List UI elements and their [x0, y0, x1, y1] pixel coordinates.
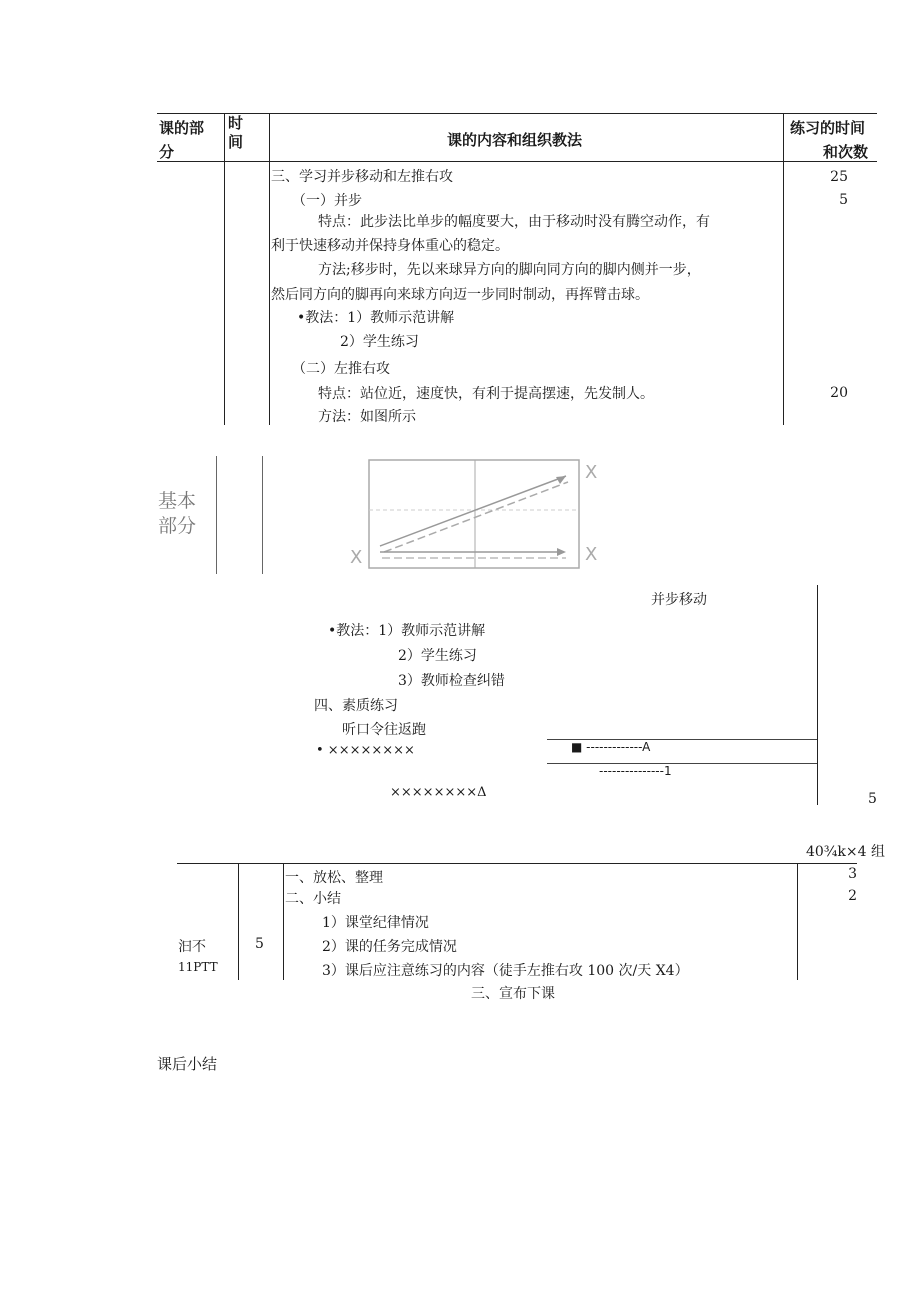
header-practice: 练习的时间 [790, 119, 866, 137]
header-part-line2: 分 [159, 143, 175, 161]
player-x-marker: X [585, 462, 598, 483]
ending-value: 2 [848, 888, 857, 904]
ending-line: 一、放松、整理 [285, 870, 383, 886]
content-line: 三、学习并步移动和左推右攻 [271, 169, 453, 185]
diagram-caption: 并步移动 [651, 592, 707, 608]
teach-step: 3）教师检查纠错 [398, 673, 505, 689]
section-label: 基本 [158, 490, 197, 512]
content-line: 然后同方向的脚再向来球方向迈一步同时制动，再挥臂击球。 [271, 287, 649, 303]
header-part: 课的部 [159, 119, 205, 137]
player-x-marker: X [585, 544, 598, 565]
marker-1: ---------------1 [599, 764, 672, 778]
header-practice-line2: 和次数 [823, 143, 869, 161]
drill-reps: 40¾k×4 组 [806, 844, 885, 860]
ending-time: 5 [255, 936, 264, 952]
drill-time: 5 [868, 791, 877, 807]
formation-row: • ×××××××× [316, 743, 415, 758]
formation-row: ××××××××Δ [390, 785, 487, 800]
section-heading: 四、素质练习 [314, 698, 398, 714]
ending-line: 1）课堂纪律情况 [322, 915, 429, 931]
content-line: （一）并步 [292, 193, 362, 209]
ending-value: 3 [848, 866, 857, 882]
practice-value: 20 [830, 385, 848, 401]
ending-line: 二、小结 [285, 891, 341, 907]
dismiss-class: 三、宣布下课 [471, 986, 555, 1002]
header-time: 时 [228, 114, 244, 132]
player-x-marker: X [350, 547, 363, 568]
content-line: •教法：1）教师示范讲解 [297, 310, 455, 326]
section-label-line2: 部分 [158, 515, 197, 537]
table-tennis-diagram [340, 452, 610, 577]
header-time-line2: 间 [228, 133, 244, 151]
content-line: 方法;移步时，先以来球异方向的脚向同方向的脚内侧并一步， [318, 262, 701, 278]
ending-line: 2）课的任务完成情况 [322, 939, 457, 955]
content-line: 2）学生练习 [340, 334, 419, 350]
practice-value: 25 [830, 169, 848, 185]
content-line: 特点：此步法比单步的幅度要大，由于移动时没有腾空动作，有 [318, 214, 710, 230]
content-line: （二）左推右攻 [292, 361, 390, 377]
teach-method: •教法：1）教师示范讲解 [328, 623, 486, 639]
practice-value: 5 [839, 192, 848, 208]
ending-part-line2: 11PTT [178, 960, 218, 974]
header-content: 课的内容和组织教法 [447, 131, 583, 149]
ending-part: 汩不 [178, 939, 206, 955]
after-class-summary-label: 课后小结 [157, 1055, 218, 1073]
teach-step: 2）学生练习 [398, 648, 477, 664]
drill-name: 听口令往返跑 [342, 722, 426, 738]
marker-a: ■ -------------A [571, 740, 651, 754]
content-line: 利于快速移动并保持身体重心的稳定。 [271, 238, 509, 254]
content-line: 特点：站位近，速度快，有利于提高摆速，先发制人。 [318, 386, 654, 402]
content-line: 方法：如图所示 [318, 409, 416, 425]
ending-line: 3）课后应注意练习的内容（徒手左推右攻 100 次/天 X4） [322, 963, 689, 979]
